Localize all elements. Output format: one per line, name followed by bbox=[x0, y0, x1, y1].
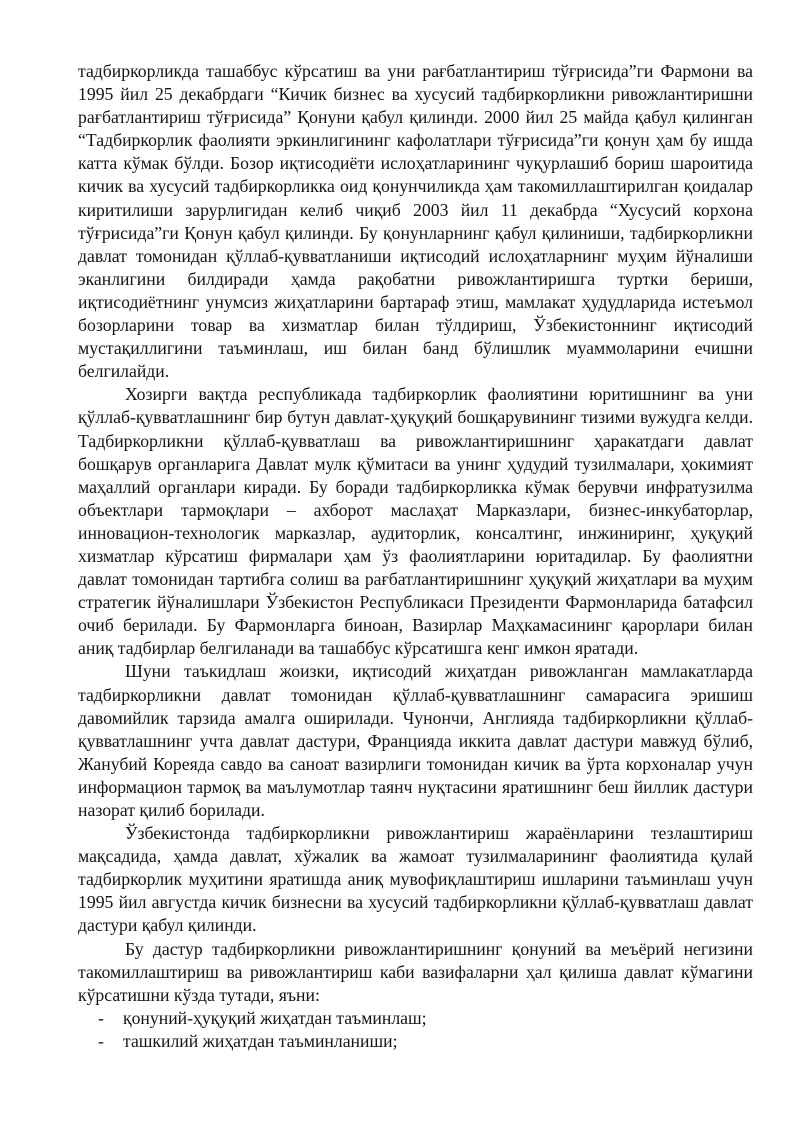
dash-marker: - bbox=[98, 1007, 104, 1028]
paragraph-5: Бу дастур тадбиркорликни ривожлантиришнинг қонуний ва меъёрий негизини такомиллаштириш ва ривожлантириш каби вазифаларни ҳал қилиша давлат кўмагини кўрсатишни кўзда тутади, яъни: bbox=[78, 938, 753, 1005]
paragraph-1: тадбиркорликда ташаббус кўрсатиш ва уни рағбатлантириш тўғрисида”ги Фармони ва 1995 йил 25 декабрдаги “Кичик бизнес ва хусусий тадбиркорликни ривожлантиришни рағбатлантириш тўғрисида” Қонуни қабул қилинди. 2000 йил 25 майда қабул қилинган “Тадбиркорлик фаолияти эркинлигининг кафолатлари тўғрисида”ги қонун ҳам бу ишда катта кўмак бўлди. Бозор иқтисодиёти ислоҳатларининг чуқурлашиб бориш шароитида кичик ва хусусий тадбиркорликка оид қонунчиликда ҳам такомиллаштирилган қоидалар киритилиши зарурлигидан келиб чиқиб 2003 йил 11 декабрда “Хусусий корхона тўғрисида”ги Қонун қабул қилинди. Бу қонунларнинг қабул қилиниши, тадбиркорликни давлат томонидан қўллаб-қувватланиши иқтисодий ислоҳатларнинг муҳим йўналиши эканлигини билдиради ҳамда рақобатни ривожлантиришга туртки бериши, иқтисодиётнинг унумсиз жиҳатларини бартараф этиш, мамлакат ҳудудларида истеъмол бозорларини товар ва хизматлар билан тўлдириш, Ўзбекистоннинг иқтисодий мустақиллигини таъминлаш, иш билан банд бўлишлик муаммоларини ечишни белгилайди. bbox=[78, 61, 753, 382]
paragraph-4: Ўзбекистонда тадбиркорликни ривожлантириш жараёнларини тезлаштириш мақсадида, ҳамда давлат, хўжалик ва жамоат тузилмаларининг фаолиятида қулай тадбиркорлик муҳитини яратишда аниқ мувофиқлаштириш ишларини таъминлаш учун 1995 йил августда кичик бизнесни ва хусусий тадбиркорликни қўллаб-қувватлаш давлат дастури қабул қилинди. bbox=[78, 823, 753, 936]
dash-marker: - bbox=[98, 1030, 104, 1051]
list-item-text: қонуний-ҳуқуқий жиҳатдан таъминлаш; bbox=[123, 1007, 427, 1028]
bullet-list bbox=[78, 1007, 753, 1053]
document-page bbox=[78, 60, 753, 1053]
paragraph-2: Хозирги вақтда республикада тадбиркорлик фаолиятини юритишнинг ва уни қўллаб-қувватлашнинг бир бутун давлат-ҳуқуқий бошқарувининг тизими вужудга келди. Тадбиркорликни қўллаб-қувватлаш ва ривожлантиришнинг ҳаракатдаги давлат бошқарув органларига Давлат мулк қўмитаси ва унинг ҳудудий тузилмалари, ҳокимият маҳаллий органлари киради. Бу боради тадбиркорликка кўмак берувчи инфратузилма объектлари тармоқлари – ахборот маслаҳат Марказлари, бизнес-инкубаторлар, инновацион-технологик марказлар, аудиторлик, консалтинг, инжиниринг, ҳуқуқий хизматлар кўрсатиш фирмалари ҳам ўз фаолиятларини юритадилар. Бу фаолиятни давлат томонидан тартибга солиш ва рағбатлантиришнинг ҳуқуқий жиҳатлари ва муҳим стратегик йўналишлари Ўзбекистон Республикаси Президенти Фармонларида батафсил очиб берилади. Бу Фармонларга биноан, Вазирлар Маҳкамасининг қарорлари билан аниқ тадбирлар белгиланади ва ташаббус кўрсатишга кенг имкон яратади. bbox=[78, 384, 753, 659]
list-item bbox=[78, 1007, 753, 1030]
paragraph-3: Шуни таъкидлаш жоизки, иқтисодий жиҳатдан ривожланган мамлакатларда тадбиркорликни давлат томонидан қўллаб-қувватлашнинг самарасига эришиш давомийлик тарзида амалга оширилади. Чунончи, Англияда тадбиркорликни қўллаб-қувватлашнинг учта давлат дастури, Францияда иккита давлат дастури мавжуд бўлиб, Жанубий Кореяда савдо ва саноат вазирлиги томонидан кичик ва ўрта корхоналар учун информацион тармоқ ва маълумотлар таянч нуқтасини яратишнинг беш йиллик дастури назорат қилиб борилади. bbox=[78, 661, 753, 820]
list-item bbox=[78, 1030, 753, 1053]
list-item-text: ташкилий жиҳатдан таъминланиши; bbox=[123, 1030, 398, 1051]
